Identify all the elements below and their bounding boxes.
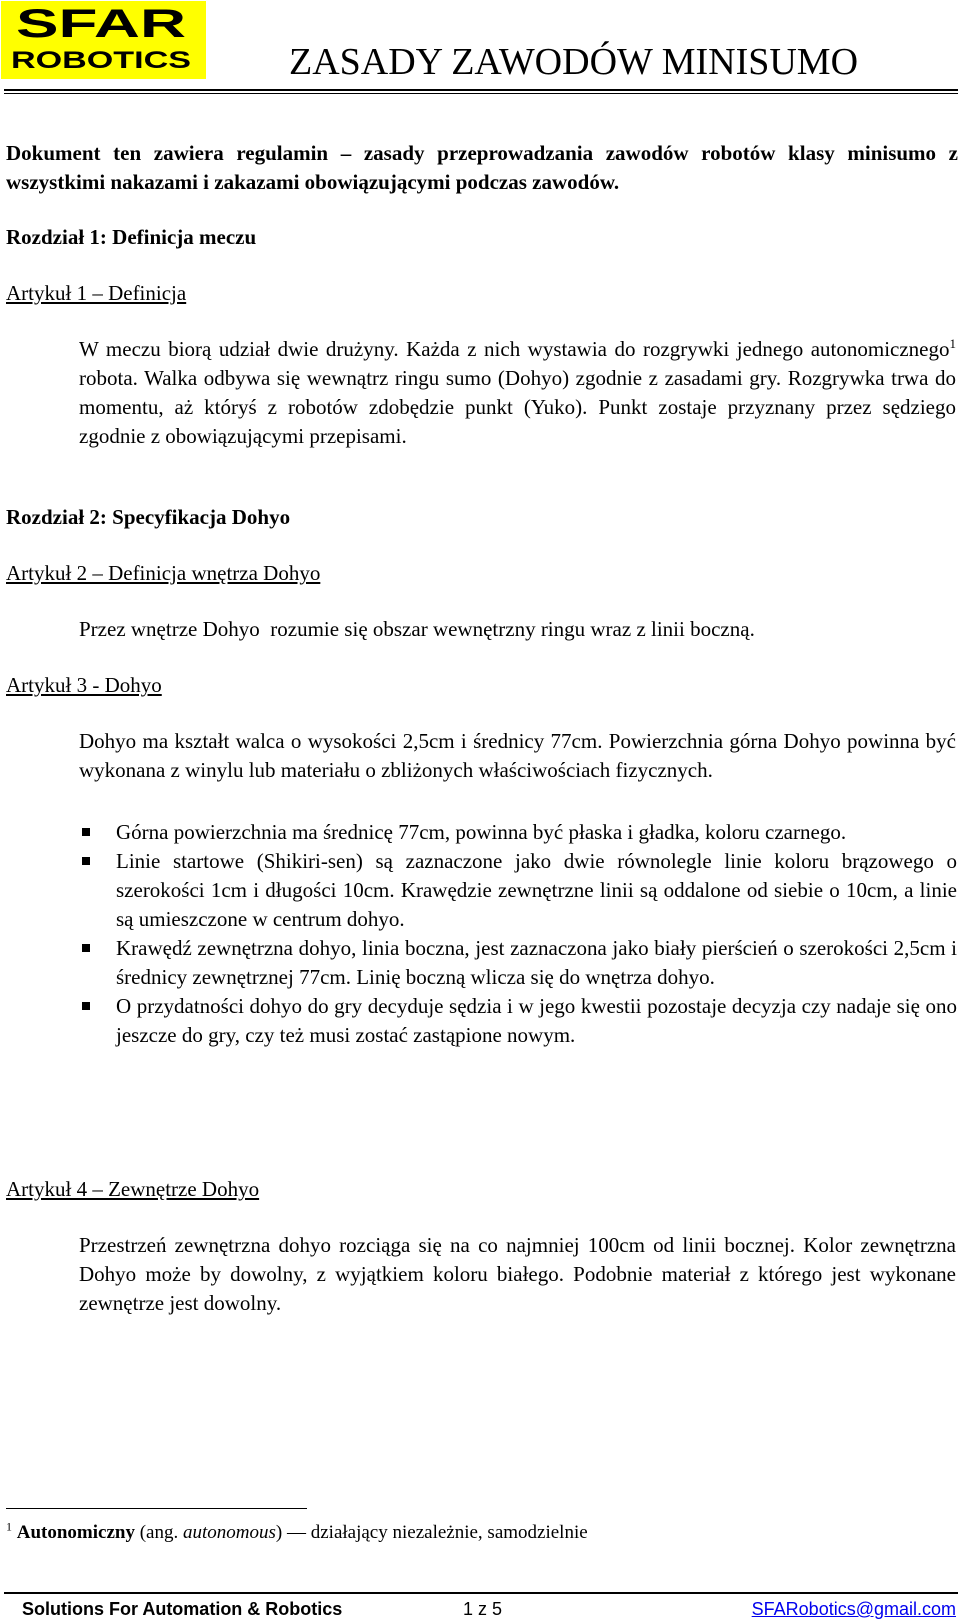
article-1-body [79,335,956,451]
logo-text-robotics: ROBOTICS [11,47,191,74]
footer-email-link[interactable]: SFARobotics@gmail.com [751,1599,956,1619]
bullet-square-icon [82,857,90,865]
document-title: ZASADY ZAWODÓW MINISUMO [289,41,859,83]
bullet-square-icon [82,944,90,952]
footnote-english: autonomous [183,1522,276,1543]
article-2-body: Przez wnętrze Dohyo rozumie się obszar wewnętrzny ringu wraz z linii boczną. [79,617,755,641]
footnote: $^1$ Autonomiczny (ang. autonomous) — działający niezależnie, samodzielnie [6,1519,588,1543]
article-4-heading [6,1175,958,1204]
article-1-text-b: robota. Walka odbywa się wewnątrz ringu sumo (Dohyo) zgodnie z zasadami gry. Rozgrywka trwa do momentu, aż któryś z robotów zdobędzie punkt (Yuko). Punkt zostaje przyznany przez sędziego zgodnie z obowiązującymi przepisami. [79,366,956,448]
article-1-heading [6,279,958,308]
sfar-robotics-logo [1,1,206,79]
page-header [0,0,960,92]
list-item: O przydatności dohyo do gry decyduje sędzia i w jego kwestii pozostaje decyzja czy nadaje się ono jeszcze do gry, czy też musi zostać zastąpione nowym. [79,992,957,1050]
header-rule [4,89,958,94]
page-footer [0,1598,960,1620]
article-2-title: Artykuł 2 – Definicja wnętrza Dohyo [6,561,321,585]
footnote-ref: 1 [949,336,956,351]
footnote-separator [6,1508,307,1509]
chapter-2-heading: Rozdział 2: Specyfikacja Dohyo [6,505,291,529]
intro-paragraph: Dokument ten zawiera regulamin – zasady przeprowadzania zawodów robotów klasy minisumo z wszystkimi nakazami i zakazami obowiązującymi podczas zawodów. [6,141,958,194]
dohyo-spec-list [79,818,957,1050]
article-3-title: Artykuł 3 - Dohyo [6,673,162,697]
footer-rule [4,1592,958,1594]
list-item: Krawędź zewnętrzna dohyo, linia boczna, jest zaznaczona jako biały pierścień o szerokości 2,5cm i średnicy zewnętrznej 77cm. Linię boczną wlicza się do wnętrza dohyo. [79,934,957,992]
logo-text-sfar: SFAR [16,2,187,46]
article-3-heading [6,671,958,700]
article-4-title: Artykuł 4 – Zewnętrze Dohyo [6,1177,260,1201]
article-3-body: Dohyo ma kształt walca o wysokości 2,5cm i średnicy 77cm. Powierzchnia górna Dohyo powinna być wykonana z winylu lub materiału o zbliżonych właściwościach fizycznych. [79,729,956,782]
bullet-square-icon [82,828,90,836]
article-1-text-a: W meczu biorą udział dwie drużyny. Każda z nich wystawia do rozgrywki jednego autonomicznego [79,337,950,361]
bullet-square-icon [82,1002,90,1010]
list-item: Górna powierzchnia ma średnicę 77cm, powinna być płaska i gładka, koloru czarnego. [79,818,957,847]
article-2-heading [6,559,958,588]
article-4-body: Przestrzeń zewnętrzna dohyo rozciąga się na co najmniej 100cm od linii bocznej. Kolor zewnętrzna Dohyo może by dowolny, z wyjątkiem koloru białego. Podobnie materiał z którego jest wykonane zewnętrze jest dowolny. [79,1233,956,1315]
page-number: 1 z 5 [463,1599,503,1619]
logo-graphic [1,1,206,79]
footer-company: Solutions For Automation & Robotics [22,1599,343,1619]
footnote-term: Autonomiczny [16,1522,135,1543]
footnote-number: 1 [6,1519,12,1534]
chapter-1-heading: Rozdział 1: Definicja meczu [6,225,257,249]
article-1-title: Artykuł 1 – Definicja [6,281,187,305]
list-item: Linie startowe (Shikiri-sen) są zaznaczone jako dwie równolegle linie koloru brązowego o szerokości 1cm i długości 10cm. Krawędzie zewnętrzne linii są oddalone od siebie o 10cm, a linie są umieszczone w centrum dohyo. [79,847,957,934]
